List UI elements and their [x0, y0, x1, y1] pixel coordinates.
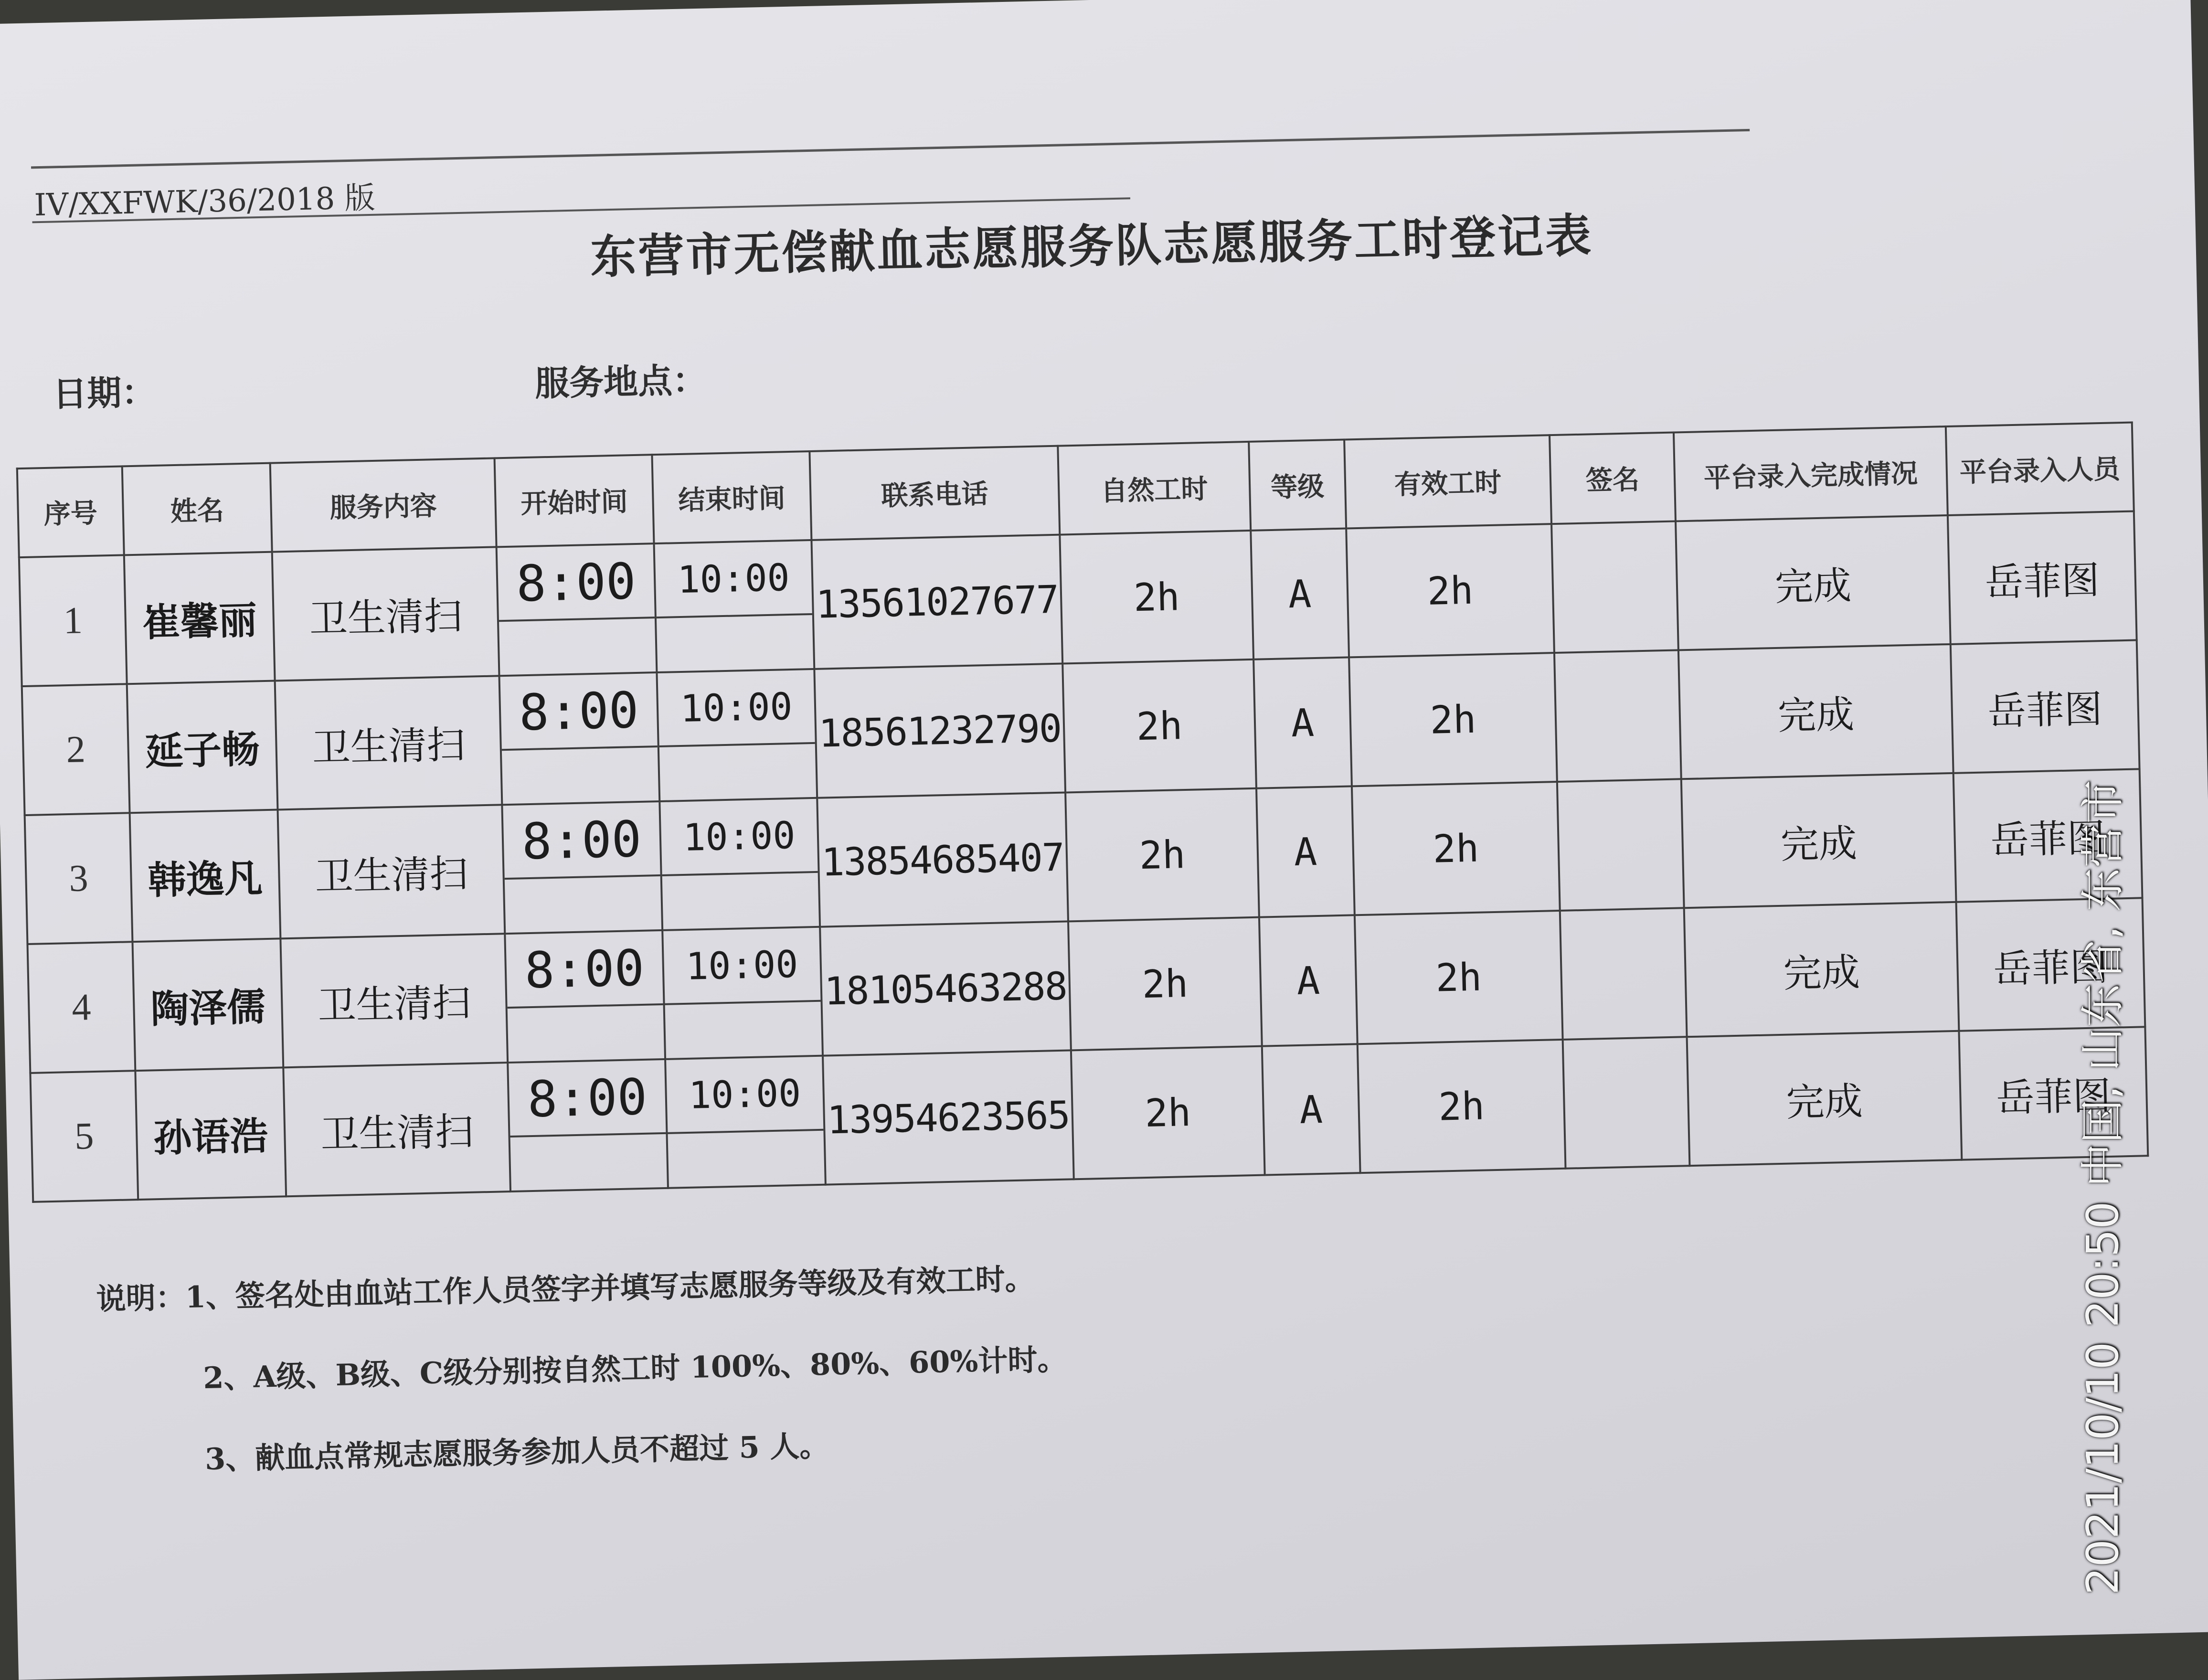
start-time — [508, 1059, 668, 1191]
header-name: 姓名 — [122, 463, 272, 555]
service-location-label: 服务地点： — [534, 359, 708, 404]
effective-hours-text: 2h — [1432, 826, 1480, 872]
service-content-text: 卫生清扫 — [311, 722, 466, 770]
grade-text: A — [1296, 958, 1320, 1003]
end-time-value: 10:00 — [663, 928, 820, 1005]
signature-cell — [1560, 908, 1687, 1040]
note-1: 说明：1、签名处由血站工作人员签字并填写志愿服务等级及有效工时。 — [96, 1261, 1035, 1317]
service-content-text: 卫生清扫 — [317, 980, 471, 1028]
natural-hours-text: 2h — [1133, 574, 1180, 620]
natural-hours-text: 2h — [1138, 832, 1186, 878]
phone-number-text: 13854685407 — [821, 835, 1064, 885]
date-label: 日期： — [52, 371, 157, 415]
phone-number — [817, 792, 1068, 926]
header-content: 服务内容 — [270, 458, 497, 552]
grade — [1251, 529, 1349, 659]
start-time — [497, 543, 657, 676]
entry-person-text: 岳菲图 — [1996, 1073, 2112, 1120]
header-start: 开始时间 — [495, 455, 654, 547]
volunteer-name-text: 韩逸凡 — [147, 855, 263, 903]
header-entry-person: 平台录入人员 — [1946, 423, 2134, 515]
entry-status-text: 完成 — [1780, 820, 1858, 867]
start-time-blank — [502, 747, 658, 803]
start-time — [505, 930, 665, 1063]
header-phone: 联系电话 — [809, 446, 1060, 540]
start-time-value: 8:00 — [509, 1061, 666, 1138]
row-number-text: 2 — [65, 728, 86, 771]
effective-hours — [1346, 524, 1554, 657]
end-time-blank — [662, 873, 819, 929]
end-time — [659, 798, 820, 930]
phone-number-text: 13561027677 — [815, 577, 1059, 627]
photo-timestamp: 2021/10/10 20:50 中国, 山东省, 东营市 — [2077, 780, 2128, 1595]
service-content-text: 卫生清扫 — [308, 593, 463, 641]
effective-hours — [1358, 1040, 1566, 1173]
signature-cell — [1557, 779, 1684, 911]
end-time-value: 10:00 — [655, 542, 812, 618]
volunteer-name-text: 孙语浩 — [153, 1113, 269, 1160]
volunteer-hours-table — [16, 422, 2149, 1203]
entry-person — [1948, 511, 2137, 644]
end-time-value: 10:00 — [666, 1057, 823, 1134]
phone-number — [811, 535, 1062, 669]
volunteer-name — [130, 809, 281, 942]
volunteer-name-text: 陶泽儒 — [150, 984, 266, 1031]
header-signature: 签名 — [1550, 433, 1676, 524]
grade-text: A — [1299, 1087, 1323, 1132]
service-content-text: 卫生清扫 — [314, 851, 468, 899]
header-effective-hours: 有效工时 — [1344, 435, 1551, 528]
grade — [1262, 1044, 1360, 1175]
end-time-value: 10:00 — [660, 799, 817, 876]
start-time — [502, 801, 662, 934]
row-number-text: 3 — [68, 857, 89, 900]
row-number-text: 1 — [63, 599, 83, 642]
signature-cell — [1554, 650, 1681, 782]
note-3: 3、献血点常规志愿服务参加人员不超过 5 人。 — [204, 1428, 830, 1477]
note-2: 2、A级、B级、C级分别按自然工时 100%、80%、60%计时。 — [202, 1341, 1068, 1396]
start-time-value: 8:00 — [498, 545, 655, 622]
volunteer-name-text: 延子畅 — [144, 726, 260, 774]
entry-status-text: 完成 — [1785, 1078, 1863, 1125]
signature-cell — [1563, 1037, 1690, 1169]
row-number-text: 4 — [71, 986, 92, 1029]
form-code: IV/XXFWK/36/2018 版 — [33, 180, 376, 223]
entry-person — [1951, 640, 2140, 773]
end-time-blank — [657, 615, 813, 671]
effective-hours — [1352, 782, 1560, 915]
volunteer-name-text: 崔馨丽 — [141, 597, 257, 645]
end-time — [657, 669, 817, 801]
end-time — [665, 1056, 826, 1188]
row-number — [30, 1071, 138, 1202]
natural-hours — [1060, 531, 1253, 664]
service-content — [283, 1063, 510, 1196]
row-number — [19, 555, 127, 686]
service-content — [277, 805, 505, 938]
end-time-value: 10:00 — [658, 670, 815, 747]
entry-status-text: 完成 — [1774, 563, 1852, 609]
natural-hours-text: 2h — [1141, 961, 1189, 1007]
start-time-value: 8:00 — [503, 803, 660, 880]
entry-person-text: 岳菲图 — [1984, 557, 2100, 605]
phone-number-text: 18561232790 — [818, 706, 1062, 756]
grade — [1259, 915, 1358, 1046]
grade-text: A — [1288, 571, 1312, 617]
header-natural-hours: 自然工时 — [1058, 442, 1251, 535]
phone-number-text: 18105463288 — [824, 964, 1067, 1014]
row-number — [28, 942, 136, 1073]
effective-hours-text: 2h — [1426, 568, 1474, 614]
end-time-blank — [665, 1002, 822, 1058]
volunteer-name — [132, 938, 283, 1071]
top-rule — [31, 129, 1750, 169]
entry-status — [1681, 773, 1956, 908]
service-content — [272, 547, 499, 681]
entry-status — [1687, 1031, 1962, 1166]
effective-hours-text: 2h — [1429, 697, 1477, 743]
signature-cell — [1551, 521, 1678, 653]
grade-text: A — [1293, 829, 1318, 874]
start-time-blank — [499, 618, 656, 674]
entry-person-text: 岳菲图 — [1993, 944, 2109, 991]
row-number — [25, 813, 133, 944]
row-number — [22, 684, 130, 815]
entry-status-text: 完成 — [1783, 949, 1860, 996]
end-time — [654, 540, 815, 672]
table-body — [19, 511, 2148, 1202]
grade-text: A — [1290, 700, 1315, 745]
service-content — [275, 676, 502, 809]
effective-hours — [1355, 911, 1563, 1044]
phone-number — [823, 1050, 1074, 1184]
header-end: 结束时间 — [652, 451, 811, 543]
natural-hours-text: 2h — [1144, 1090, 1191, 1136]
effective-hours — [1349, 653, 1557, 786]
entry-person-text: 岳菲图 — [1987, 686, 2103, 734]
header-entry-status: 平台录入完成情况 — [1674, 426, 1948, 521]
natural-hours — [1065, 788, 1259, 922]
natural-hours-text: 2h — [1136, 703, 1183, 749]
start-time-blank — [510, 1134, 667, 1190]
start-time-value: 8:00 — [500, 674, 658, 751]
row-number-text: 5 — [74, 1115, 95, 1158]
end-time — [662, 927, 823, 1059]
grade — [1256, 786, 1355, 917]
volunteer-name — [124, 552, 275, 684]
entry-person-text: 岳菲图 — [1990, 815, 2106, 862]
natural-hours — [1068, 917, 1262, 1051]
form-title: 东营市无偿献血志愿服务队志愿服务工时登记表 — [590, 209, 1594, 284]
notes — [96, 1238, 1070, 1502]
header-seq: 序号 — [17, 466, 124, 557]
natural-hours — [1071, 1046, 1265, 1180]
end-time-blank — [659, 744, 816, 800]
start-time-blank — [505, 876, 661, 932]
service-content — [280, 934, 508, 1067]
phone-number — [820, 921, 1071, 1055]
service-content-text: 卫生清扫 — [320, 1109, 474, 1157]
volunteer-name — [127, 681, 278, 813]
entry-status — [1684, 902, 1959, 1037]
grade — [1253, 657, 1352, 788]
effective-hours-text: 2h — [1438, 1084, 1485, 1129]
start-time-blank — [508, 1005, 664, 1061]
phone-number — [814, 664, 1065, 798]
natural-hours — [1062, 659, 1256, 793]
entry-status — [1676, 515, 1951, 650]
end-time-blank — [668, 1131, 825, 1187]
start-time-value: 8:00 — [506, 932, 663, 1009]
entry-status — [1678, 644, 1953, 779]
header-grade: 等级 — [1249, 440, 1346, 531]
start-time — [499, 672, 659, 805]
effective-hours-text: 2h — [1435, 955, 1482, 1000]
entry-status-text: 完成 — [1777, 691, 1855, 738]
phone-number-text: 13954623565 — [827, 1092, 1070, 1143]
volunteer-name — [135, 1067, 286, 1200]
